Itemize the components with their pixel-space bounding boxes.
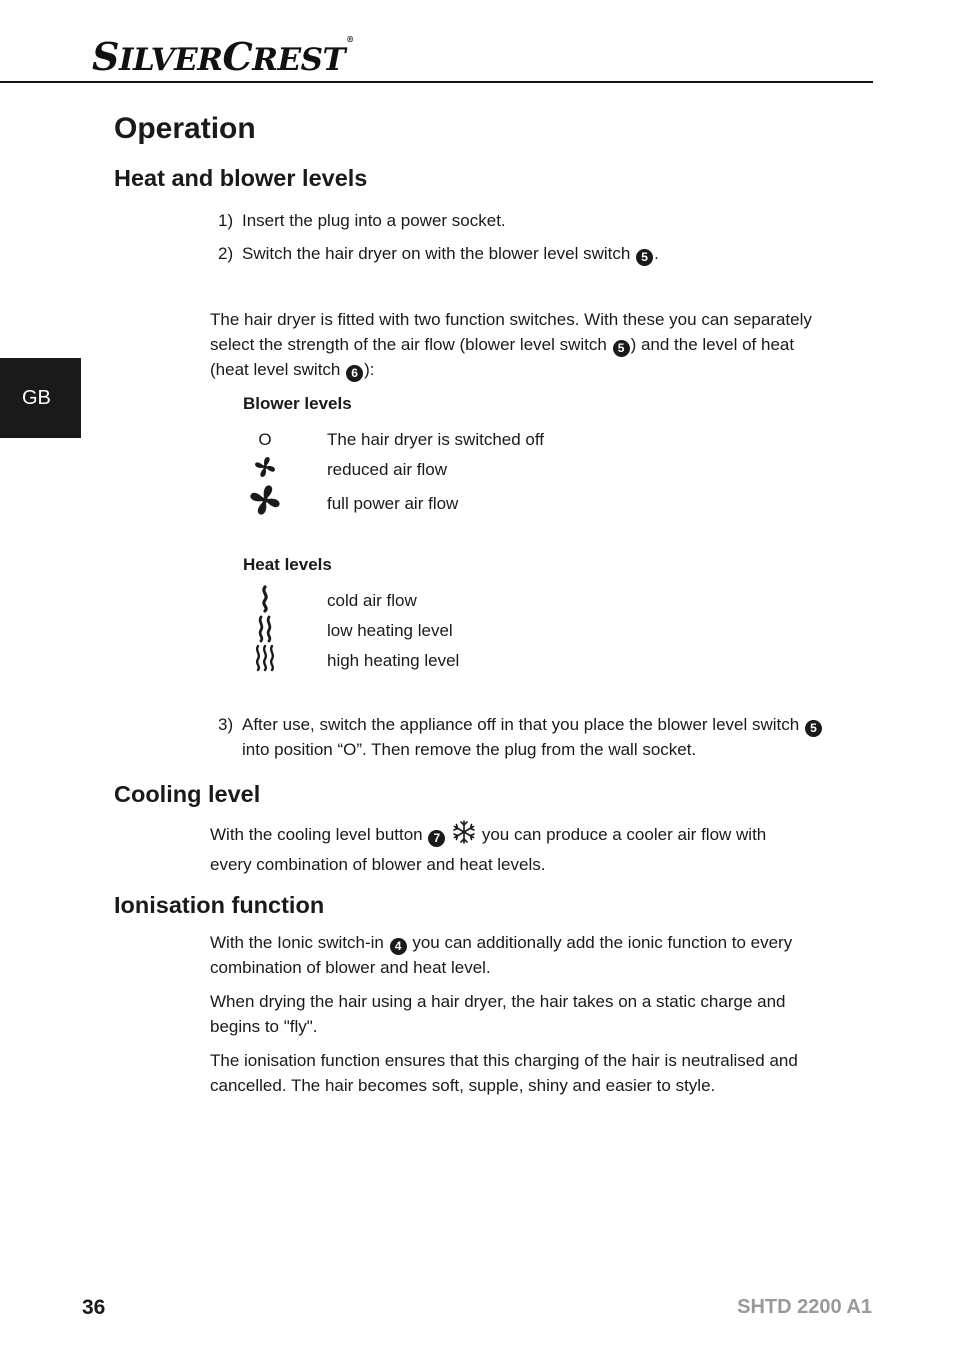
registered-mark: ® bbox=[346, 34, 354, 44]
fan-large-icon bbox=[248, 484, 282, 521]
cooling-paragraph bbox=[210, 819, 850, 877]
intro-line bbox=[210, 357, 850, 382]
logo-letter: S bbox=[92, 34, 119, 79]
section-heading-heat-blower: Heat and blower levels bbox=[114, 165, 368, 191]
ionisation-paragraph-2 bbox=[210, 989, 850, 1039]
cooling-text: every combination of blower and heat levels. bbox=[210, 855, 546, 874]
ionisation-paragraph-3 bbox=[210, 1048, 850, 1098]
reference-number-badge: 5 bbox=[805, 720, 822, 737]
logo-text: REST bbox=[252, 42, 346, 78]
step-text: After use, switch the appliance off in that you place the blower level switch bbox=[242, 715, 800, 734]
heat-one-wave-icon bbox=[248, 585, 282, 618]
reference-number-badge: 7 bbox=[428, 830, 445, 847]
reference-number-badge: 5 bbox=[613, 340, 630, 357]
heat-three-waves-icon bbox=[248, 644, 282, 677]
page-number: 36 bbox=[82, 1296, 106, 1319]
blower-level-text: reduced air flow bbox=[327, 460, 448, 479]
intro-line: The hair dryer is fitted with two function switches. With these you can separately bbox=[210, 310, 812, 329]
step-text: Insert the plug into a power socket. bbox=[242, 211, 506, 230]
intro-text: select the strength of the air flow (blower level switch bbox=[210, 335, 607, 354]
cooling-text: With the cooling level button bbox=[210, 825, 423, 844]
ionisation-text: you can additionally add the ionic function to every bbox=[412, 933, 793, 952]
blower-level-text: The hair dryer is switched off bbox=[327, 430, 544, 449]
reference-number-badge: 4 bbox=[390, 938, 407, 955]
step-text: Switch the hair dryer on with the blower level switch bbox=[242, 244, 631, 263]
step-text-end: . bbox=[654, 244, 659, 263]
ionisation-text: cancelled. The hair becomes soft, supple, shiny and easier to style. bbox=[210, 1076, 716, 1095]
ionisation-text: combination of blower and heat level. bbox=[210, 958, 491, 977]
logo-text: ILVER bbox=[118, 42, 223, 78]
intro-paragraph bbox=[210, 307, 850, 382]
section-heading-ionisation: Ionisation function bbox=[114, 892, 325, 918]
header-rule bbox=[0, 81, 873, 83]
off-circle-icon: O bbox=[258, 430, 272, 449]
section-heading-cooling: Cooling level bbox=[114, 781, 261, 807]
step-1 bbox=[218, 208, 506, 233]
intro-text: ): bbox=[364, 360, 375, 379]
ionisation-text: When drying the hair using a hair dryer, the hair takes on a static charge and bbox=[210, 992, 786, 1011]
fan-small-icon bbox=[248, 455, 282, 484]
cooling-text: you can produce a cooler air flow with bbox=[481, 825, 767, 844]
ionisation-paragraph-1 bbox=[210, 930, 850, 980]
reference-number-badge: 5 bbox=[636, 249, 653, 266]
model-number: SHTD 2200 A1 bbox=[737, 1296, 872, 1318]
step-2 bbox=[218, 241, 659, 266]
brand-logo bbox=[92, 34, 354, 79]
ionisation-text: The ionisation function ensures that this charging of the hair is neutralised and bbox=[210, 1051, 798, 1070]
intro-text: ) and the level of heat bbox=[630, 335, 795, 354]
intro-text: (heat level switch bbox=[210, 360, 341, 379]
heat-levels-heading: Heat levels bbox=[243, 555, 332, 574]
step-text: into position “O”. Then remove the plug from the wall socket. bbox=[242, 740, 697, 759]
ionisation-text: begins to "fly". bbox=[210, 1017, 318, 1036]
ionisation-text: With the Ionic switch-in bbox=[210, 933, 384, 952]
snowflake-icon bbox=[451, 819, 477, 852]
step-number: 3) bbox=[218, 715, 234, 734]
language-tab: GB bbox=[0, 358, 81, 438]
step-number: 2) bbox=[218, 244, 234, 263]
logo-letter: C bbox=[222, 34, 253, 79]
reference-number-badge: 6 bbox=[346, 365, 363, 382]
heat-level-text: cold air flow bbox=[327, 591, 417, 610]
step-3 bbox=[218, 712, 858, 762]
heat-level-text: high heating level bbox=[327, 651, 460, 670]
step-number: 1) bbox=[218, 211, 234, 230]
blower-level-text: full power air flow bbox=[327, 494, 459, 513]
intro-line bbox=[210, 332, 850, 357]
blower-levels-heading: Blower levels bbox=[243, 394, 352, 413]
heat-level-text: low heating level bbox=[327, 621, 453, 640]
page-title: Operation bbox=[114, 112, 256, 145]
